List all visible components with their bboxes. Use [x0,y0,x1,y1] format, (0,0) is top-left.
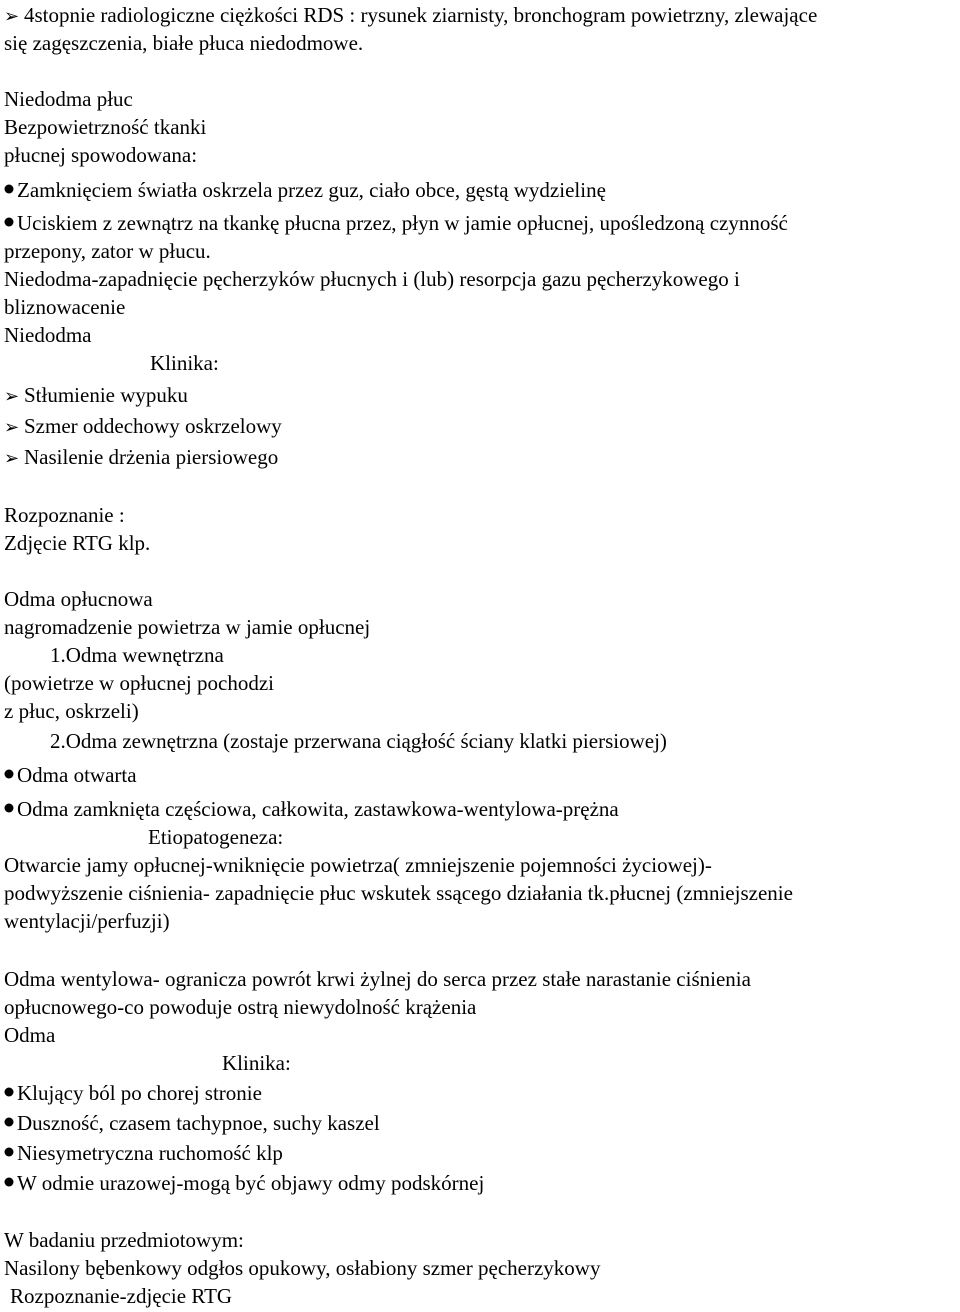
text-line: 4stopnie radiologiczne ciężkości RDS : rysunek ziarnisty, bronchogram powietrzny, zlewające [24,3,818,27]
text-line: Odma wentylowa- ogranicza powrót krwi żylnej do serca przez stałe narastanie ciśnienia [4,967,751,991]
section-heading: Odma [4,1023,56,1047]
bullet-line [4,1171,484,1195]
bullet-line [4,763,137,787]
text-line: Szmer oddechowy oskrzelowy [24,414,282,438]
arrow-bullet-icon: ➢ [4,448,20,469]
text-line: nagromadzenie powietrza w jamie opłucnej [4,615,371,639]
section-heading: Odma opłucnowa [4,587,153,611]
text-line: podwyższenie ciśnienia- zapadnięcie płuc wskutek ssącego działania tk.płucnej (zmniejszenie [4,881,793,905]
text-line: Niedodma-zapadnięcie pęcherzyków płucnych i (lub) resorpcja gazu pęcherzykowego i [4,267,740,291]
text-line: Niesymetryczna ruchomość klp [17,1141,283,1165]
text-line: Zdjęcie RTG klp. [4,531,151,555]
text-line: przepony, zator w płucu. [4,239,211,263]
text-line: Uciskiem z zewnątrz na tkankę płucna przez, płyn w jamie opłucnej, upośledzoną czynność [17,211,788,235]
arrow-bullet-icon: ➢ [4,417,20,438]
text-line: z płuc, oskrzeli) [4,699,139,723]
subheading: Etiopatogeneza: [148,825,284,849]
text-line: Rozpoznanie-zdjęcie RTG [10,1284,233,1308]
section-heading: W badaniu przedmiotowym: [4,1228,244,1252]
subheading: Klinika: [222,1051,291,1075]
text-line: Duszność, czasem tachypnoe, suchy kaszel [17,1111,380,1135]
text-line: Bezpowietrzność tkanki [4,115,207,139]
bullet-line [4,414,282,438]
text-line: W odmie urazowej-mogą być objawy odmy podskórnej [17,1171,485,1195]
text-line: Klujący ból po chorej stronie [17,1081,262,1105]
text-line: płucnej spowodowana: [4,143,198,167]
bullet-dot-icon [4,217,17,230]
text-line: opłucnowego-co powoduje ostrą niewydolność krążenia [4,995,477,1019]
text-line: 1.Odma wewnętrzna [50,643,224,667]
bullet-dot-icon [4,803,17,816]
text-line: Nasilenie drżenia piersiowego [24,445,279,469]
text-line: Stłumienie wypuku [24,383,188,407]
bullet-line [4,1141,283,1165]
text-line: Zamknięciem światła oskrzela przez guz, ciało obce, gęstą wydzielinę [17,178,606,202]
bullet-dot-icon [4,1147,17,1160]
bullet-line [4,445,278,469]
bullet-line [4,211,788,235]
text-line: wentylacji/perfuzji) [4,909,170,933]
section-heading: Rozpoznanie : [4,503,125,527]
text-line: (powietrze w opłucnej pochodzi [4,671,274,695]
text-line: Nasilony bębenkowy odgłos opukowy, osłabiony szmer pęcherzykowy [4,1256,601,1280]
bullet-dot-icon [4,769,17,782]
text-line: bliznowacenie [4,295,126,319]
bullet-dot-icon [4,1177,17,1190]
bullet-dot-icon [4,1087,17,1100]
bullet-line [4,1111,380,1135]
arrow-bullet-icon: ➢ [4,6,20,27]
bullet-dot-icon [4,1117,17,1130]
subheading: Klinika: [150,351,219,375]
section-heading: Niedodma płuc [4,87,133,111]
text-line: Odma zamknięta częściowa, całkowita, zastawkowa-wentylowa-prężna [17,797,619,821]
arrow-bullet-icon: ➢ [4,386,20,407]
text-line: Odma otwarta [17,763,137,787]
bullet-line [4,3,817,27]
bullet-line [4,383,188,407]
bullet-line [4,178,606,202]
section-heading: Niedodma [4,323,92,347]
text-line: Otwarcie jamy opłucnej-wniknięcie powietrza( zmniejszenie pojemności życiowej)- [4,853,712,877]
text-line: 2.Odma zewnętrzna (zostaje przerwana ciągłość ściany klatki piersiowej) [50,729,667,753]
bullet-dot-icon [4,184,17,197]
bullet-line [4,797,619,821]
bullet-line [4,1081,262,1105]
text-line: się zagęszczenia, białe płuca niedodmowe. [4,31,364,55]
